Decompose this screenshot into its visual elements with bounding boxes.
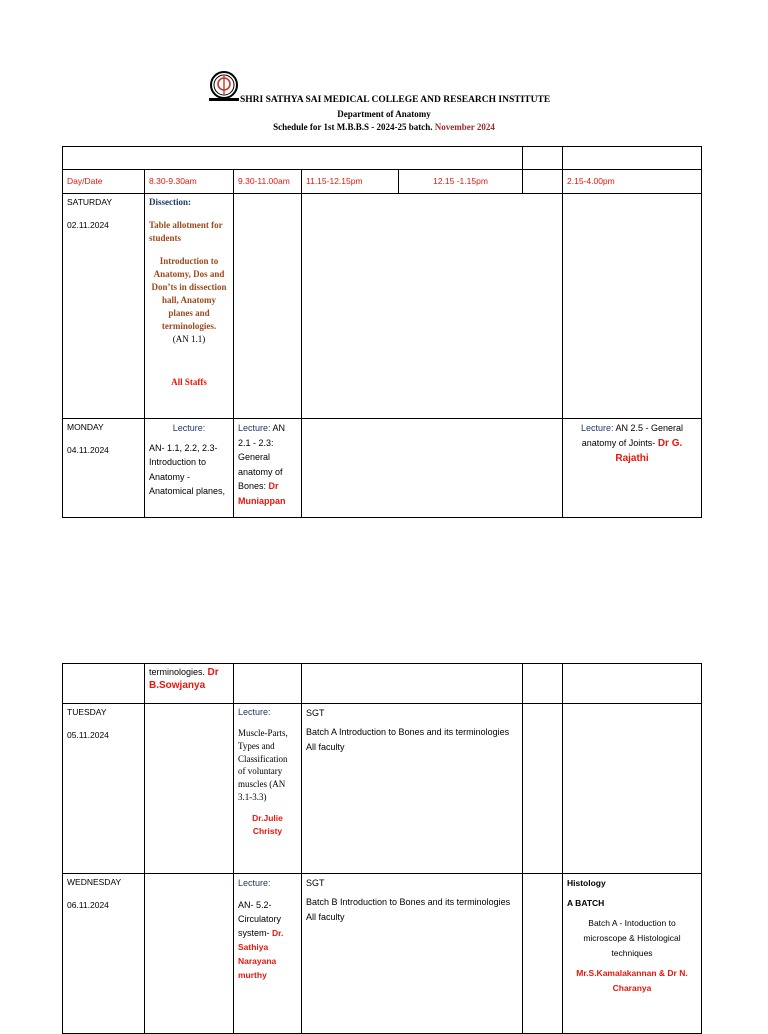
header-slot-5: 2.15-4.00pm: [563, 170, 702, 194]
wednesday-sgt-cell: [302, 874, 523, 1034]
date-label: 02.11.2024: [67, 220, 109, 230]
continued-topic: terminologies.: [149, 667, 206, 677]
lecture-label: Lecture:: [238, 423, 271, 433]
monday-day-cell: [63, 419, 145, 518]
lecture-topic: Muscle-Parts, Types and Classification of voluntary muscles (AN 3.1-3.3): [238, 728, 288, 802]
department-name: Department of Anatomy: [337, 109, 431, 119]
sgt-topic: Batch A Introduction to Bones and its terminologies All faculty: [306, 727, 510, 752]
header-slot-1: 8.30-9.30am: [145, 170, 234, 194]
date-label: 04.11.2024: [67, 445, 109, 455]
monday-slot1-cell: [145, 419, 234, 518]
continuation-cell: [145, 664, 234, 704]
schedule-table-page1: [62, 146, 702, 518]
wednesday-day-cell: [63, 874, 145, 1034]
batch-label: A BATCH: [567, 898, 605, 908]
college-logo-icon: [207, 70, 241, 104]
header-slot-3: 11.15-12.15pm: [302, 170, 399, 194]
saturday-day-cell: [63, 194, 145, 419]
lecture-topic: AN- 1.1, 2.2, 2.3- Introduction to Anatomy - Anatomical planes,: [149, 442, 226, 496]
monday-slot5-cell: [563, 419, 702, 518]
doctor-name: Dr. Sathiya Narayana murthy: [238, 928, 284, 980]
tuesday-slot2-cell: [234, 704, 302, 874]
row-saturday: [63, 194, 702, 419]
lecture-label: Lecture:: [172, 423, 206, 433]
row-monday: [63, 419, 702, 518]
histology-topic: Batch A - Intoduction to microscope & Histological techniques: [583, 918, 681, 958]
doctor-name: Dr.Julie Christy: [252, 812, 283, 836]
day-label: MONDAY: [67, 422, 104, 432]
lecture-label: Lecture:: [580, 423, 614, 433]
lecture-topic: AN 2.5 - General anatomy of Joints-: [581, 423, 684, 448]
lecture-label: Lecture:: [238, 707, 271, 717]
dissection-label: Dissection:: [149, 197, 191, 207]
schedule-table-page2: [62, 663, 702, 1034]
sgt-topic: Batch B Introduction to Bones and its terminologies All faculty: [306, 897, 511, 922]
blank-row: [63, 147, 702, 170]
staff-name: Mr.S.Kamalakannan & Dr N. Charanya: [576, 968, 688, 993]
row-tuesday: [63, 704, 702, 874]
competency-code: (AN 1.1): [172, 334, 206, 344]
date-label: 05.11.2024: [67, 730, 109, 740]
schedule-title: Schedule for 1st M.B.B.S - 2024-25 batch. November 2024: [273, 122, 495, 132]
row-wednesday: [63, 874, 702, 1034]
lecture-label: Lecture:: [238, 878, 271, 888]
table-allotment: Table allotment for students: [149, 220, 223, 243]
row-continuation: [63, 664, 702, 704]
institute-name: SHRI SATHYA SAI MEDICAL COLLEGE AND RESEARCH INSTITUTE: [240, 95, 551, 105]
intro-text: Introduction to Anatomy, Dos and Don’ts in dissection hall, Anatomy planes and terminologies.: [151, 256, 227, 331]
tuesday-sgt-cell: [302, 704, 523, 874]
schedule-month: November 2024: [434, 122, 495, 132]
header-row: [63, 170, 702, 194]
staff-name: All Staffs: [171, 377, 207, 387]
lecture-topic: AN- 5.2- Circulatory system-: [238, 900, 282, 938]
sgt-label: SGT: [306, 878, 325, 888]
wednesday-histology-cell: [563, 874, 702, 1034]
tuesday-day-cell: [63, 704, 145, 874]
day-label: WEDNESDAY: [67, 877, 122, 887]
header-slot-2: 9.30-11.00am: [234, 170, 302, 194]
sgt-label: SGT: [306, 708, 325, 718]
day-label: SATURDAY: [67, 197, 113, 207]
header-day-date: Day/Date: [63, 170, 145, 194]
doctor-name: Dr G. Rajathi: [615, 437, 683, 464]
header-slot-4: 12.15 -1.15pm: [399, 170, 523, 194]
date-label: 06.11.2024: [67, 900, 109, 910]
lecture-topic: AN 2.1 - 2.3: General anatomy of Bones:: [238, 423, 286, 491]
histology-label: Histology: [567, 878, 606, 888]
wednesday-slot2-cell: [234, 874, 302, 1034]
day-label: TUESDAY: [67, 707, 107, 717]
monday-slot2-cell: [234, 419, 302, 518]
doctor-name: Dr B.Sowjanya: [149, 667, 219, 691]
saturday-dissection-cell: [145, 194, 234, 419]
doctor-name: Dr Muniappan: [238, 481, 286, 506]
